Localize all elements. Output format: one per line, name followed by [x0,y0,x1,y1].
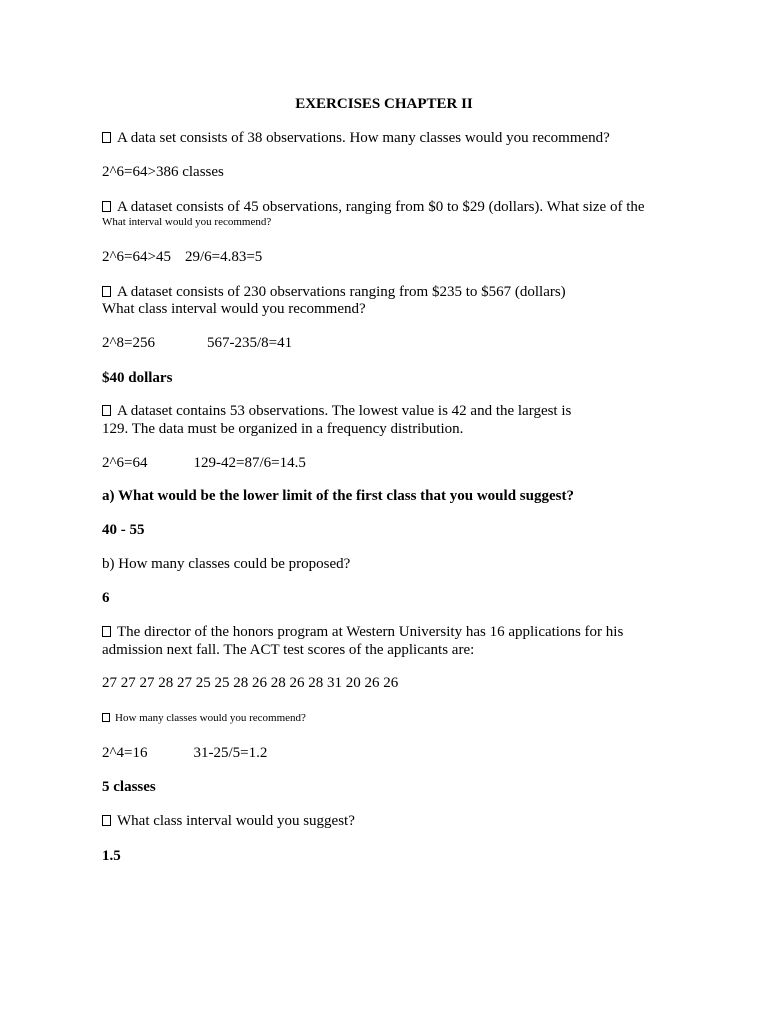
answer-4-part-b-value: 6 [102,590,110,606]
answer-2-part-a: 2^6=64>45 [102,249,171,265]
answer-3-part-a: 2^8=256 [102,335,155,351]
answer-4 [102,455,306,472]
sub-answer-1 [102,745,267,762]
question-1 [102,130,610,147]
answer-1: 2^6=64>386 classes [102,164,224,180]
question-5-line-2: admission next fall. The ACT test scores of the applicants are: [102,642,475,658]
answer-4-part-a-value: 40 - 55 [102,522,145,538]
question-5 [102,624,623,641]
question-4-text-1: A dataset contains 53 observations. The lowest value is 42 and the largest is [117,403,572,419]
missing-glyph-box-icon [102,201,111,212]
question-3 [102,284,566,301]
answer-4-part-a: 2^6=64 [102,455,148,471]
question-5-text-1: The director of the honors program at Western University has 16 applications for his [117,624,624,640]
question-3-text-1: A dataset consists of 230 observations ranging from $235 to $567 (dollars) [117,284,566,300]
missing-glyph-box-icon [102,132,111,143]
result-3: $40 dollars [102,370,173,386]
sub-result-1: 5 classes [102,779,156,795]
sub-question-1-text: How many classes would you recommend? [115,712,306,724]
answer-3 [102,335,292,352]
question-1-text: A data set consists of 38 observations. How many classes would you recommend? [117,130,610,146]
question-4-part-a: a) What would be the lower limit of the first class that you would suggest? [102,488,574,504]
question-4-line-2: 129. The data must be organized in a frequency distribution. [102,421,464,437]
answer-4-part-b: 129-42=87/6=14.5 [193,455,306,471]
question-2-text: A dataset consists of 45 observations, ranging from $0 to $29 (dollars). What size of the [117,199,645,215]
question-3-line-2: What class interval would you recommend? [102,301,366,317]
question-2 [102,199,645,216]
answer-3-part-b: 567-235/8=41 [207,335,293,351]
page-title: EXERCISES CHAPTER II [295,96,473,112]
answer-2 [102,249,262,266]
missing-glyph-box-icon [102,286,111,297]
act-scores: 27 27 27 28 27 25 25 28 26 28 26 28 31 20 26 26 [102,675,399,691]
sub-answer-1-part-b: 31-25/5=1.2 [193,745,268,761]
question-4 [102,403,571,420]
answer-2-part-b: 29/6=4.83=5 [184,249,263,265]
sub-result-2: 1.5 [102,848,121,864]
missing-glyph-box-icon [102,405,111,416]
question-2-small-line: What interval would you recommend? [102,216,272,228]
question-4-part-b: b) How many classes could be proposed? [102,556,351,572]
missing-glyph-box-icon [102,626,111,637]
sub-question-1 [102,712,306,725]
sub-question-2-text: What class interval would you suggest? [117,813,355,829]
missing-glyph-box-icon [102,815,111,826]
missing-glyph-box-icon [102,713,110,722]
sub-answer-1-part-a: 2^4=16 [102,745,148,761]
sub-question-2 [102,813,355,830]
